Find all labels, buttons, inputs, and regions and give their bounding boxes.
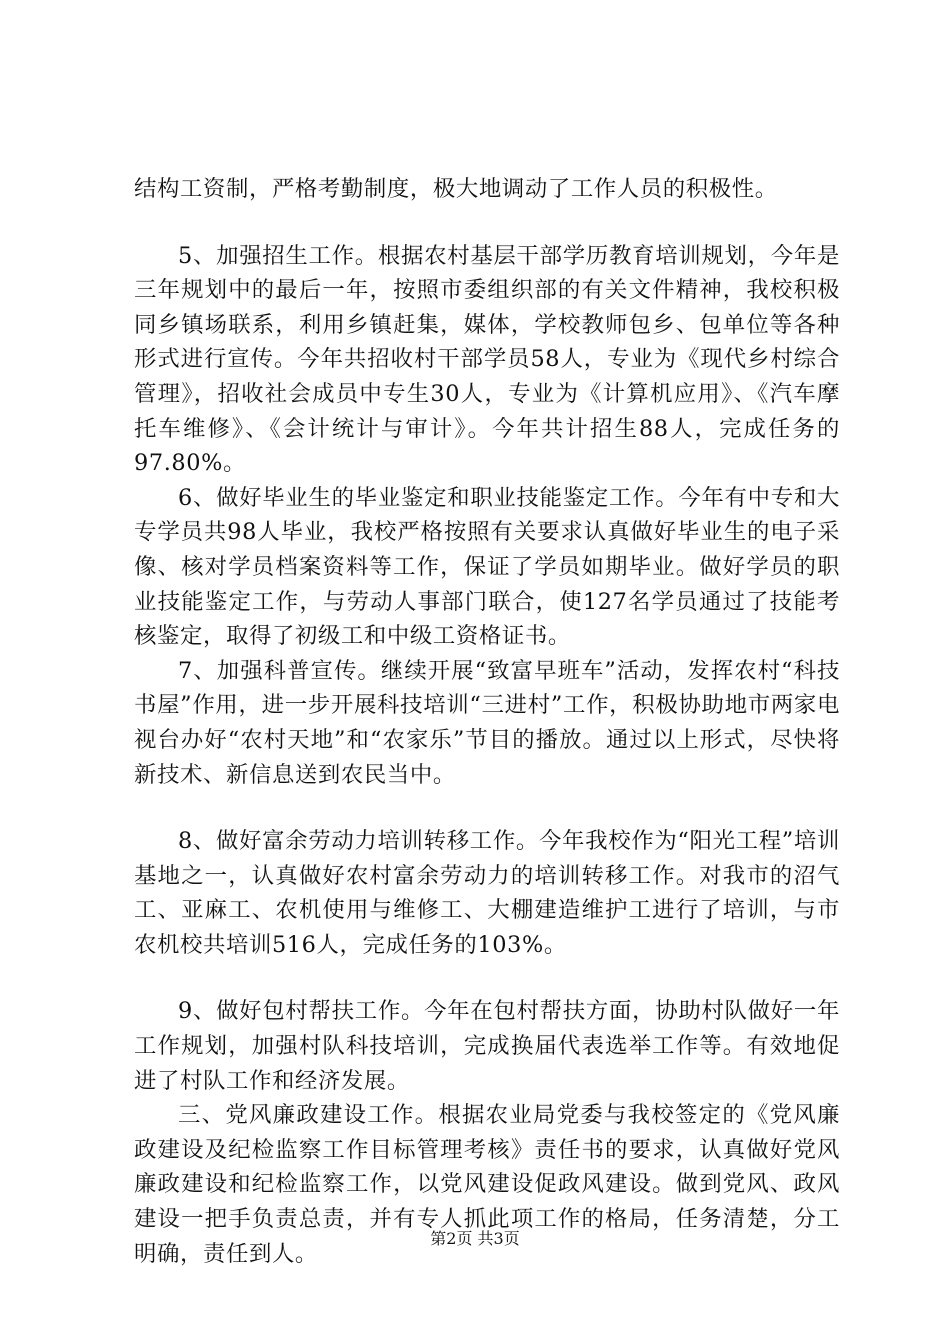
paragraph-labor-training: 8、做好富余劳动力培训转移工作。今年我校作为“阳光工程”培训基地之一，认真做好农村富余劳动力的培训转移工作。对我市的沼气工、亚麻工、农机使用与维修工、大棚建造维护工进行了培训，与市农机校共培训516人，完成任务的103%。 <box>134 828 840 958</box>
paragraph-gap <box>134 792 840 824</box>
paragraph-continuation: 结构工资制，严格考勤制度，极大地调动了工作人员的积极性。 <box>134 176 778 202</box>
paragraph-party-conduct: 三、党风廉政建设工作。根据农业局党委与我校签定的《党风廉政建设及纪检监察工作目标管理考核》责任书的要求，认真做好党风廉政建设和纪检监察工作，以党风建设促政风建设。做到党风、政风建设一把手负责总责，并有专人抓此项工作的格局，任务清楚，分工明确，责任到人。 <box>134 1102 840 1267</box>
paragraph-graduation: 6、做好毕业生的毕业鉴定和职业技能鉴定工作。今年有中专和大专学员共98人毕业，我校严格按照有关要求认真做好毕业生的电子采像、核对学员档案资料等工作，保证了学员如期毕业。做好学员的职业技能鉴定工作，与劳动人事部门联合，使127名学员通过了技能考核鉴定，取得了初级工和中级工资格证书。 <box>134 484 840 650</box>
paragraph-village-assistance: 9、做好包村帮扶工作。今年在包村帮扶方面，协助村队做好一年工作规划，加强村队科技培训，完成换届代表选举工作等。有效地促进了村队工作和经济发展。 <box>134 998 840 1094</box>
paragraph-gap <box>134 962 840 994</box>
document-body <box>134 172 840 1271</box>
paragraph-enrollment: 5、加强招生工作。根据农村基层干部学历教育培训规划，今年是三年规划中的最后一年，按照市委组织部的有关文件精神，我校积极同乡镇场联系，利用乡镇赶集，媒体，学校教师包乡、包单位等各种形式进行宣传。今年共招收村干部学员58人，专业为《现代乡村综合管理》，招收社会成员中专生30人，专业为《计算机应用》、《汽车摩托车维修》、《会计统计与审计》。今年共计招生88人，完成任务的97.80%。 <box>134 242 840 477</box>
page-footer: 第2页 共3页 <box>430 1229 520 1248</box>
paragraph-science-promotion: 7、加强科普宣传。继续开展“致富早班车”活动，发挥农村“科技书屋”作用，进一步开展科技培训“三进村”工作，积极协助地市两家电视台办好“农村天地”和“农家乐”节目的播放。通过以上形式，尽快将新技术、新信息送到农民当中。 <box>134 657 840 788</box>
paragraph-gap <box>134 207 840 239</box>
